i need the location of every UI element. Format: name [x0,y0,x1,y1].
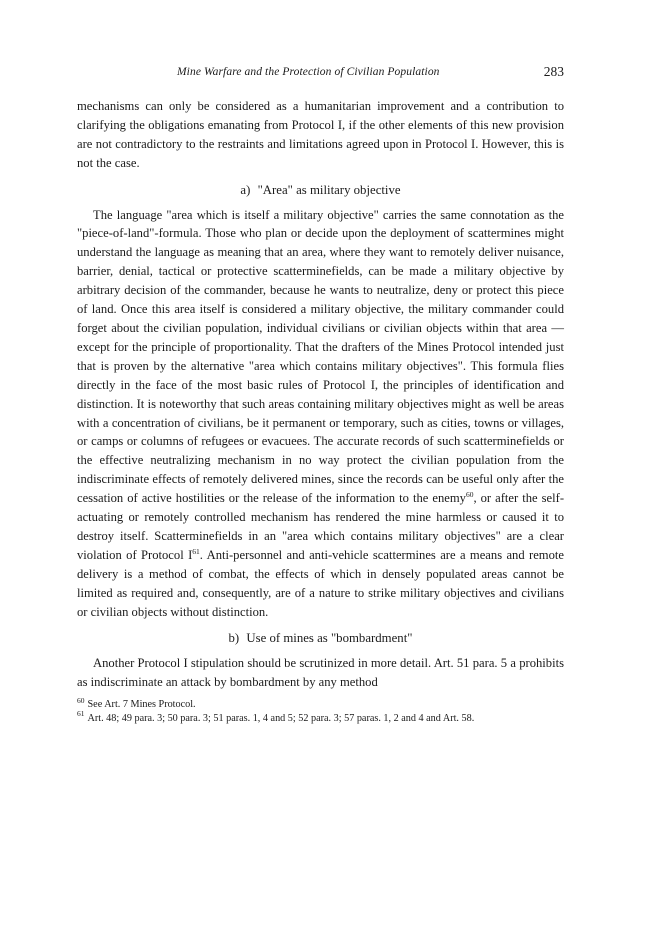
footnote-mark: 61 [77,709,85,719]
footnote-text: Art. 48; 49 para. 3; 50 para. 3; 51 paras. 1, 4 and 5; 52 para. 3; 57 paras. 1, 2 and 4 and Art. 58. [87,712,475,724]
footnote-ref-60[interactable]: 60 [465,489,474,499]
section-a-text-1: The language "area which is itself a military objective" carries the same connotation as the "piece-of-land"-formula. Those who plan or decide upon the deployment of scattermines might understand the language as meaning that an area, where they want to remotely deliver nuisance, barrier, denial, tactical or protective scatterminefields, can be made a military objective by arbitrary decision of the commander, because he wants to neutralize, deny or protect this piece of land. Once this area itself is considered a military objective, the military commander could forget about the civilian population, individual civilians or civilian objects within that area — except for the principle of proportionality. That the drafters of the Mines Protocol intended just that is proven by the alternative "area which contains military objectives". This formula flies directly in the face of the most basic rules of Protocol I, the principles of identification and distinction. It is noteworthy that such areas containing military objectives might as well be areas with a concentration of civilians, be it permanent or temporary, such as cities, towns or villages, or camps or columns of refugees or evacuees. The accurate records of such scatterminefields or the effective neutralizing mechanism in no way protect the civilian population from the indiscriminate effects of remotely delivered mines, since the records can be useful only after the cessation of active hostilities or the release of the information to the enemy [77,207,564,506]
section-a-heading [77,181,564,200]
footnote-61 [77,709,564,725]
section-b-title: Use of mines as "bombardment" [246,631,413,646]
body-text [77,97,564,692]
page-number: 283 [543,64,564,79]
page [77,62,564,725]
footnotes [77,695,564,725]
footnote-text: See Art. 7 Mines Protocol. [87,699,196,711]
footnote-mark: 60 [77,695,85,705]
section-a-paragraph [77,206,564,622]
running-title: Mine Warfare and the Protection of Civilian Population [177,66,440,78]
section-b-label: b) [228,631,240,646]
section-a-label: a) [240,182,251,197]
footnote-60 [77,695,564,711]
section-b-paragraph: Another Protocol I stipulation should be scrutinized in more detail. Art. 51 para. 5 a prohibits as indiscriminate an attack by bombardment by any method [77,656,564,690]
section-a-title: "Area" as military objective [257,182,401,197]
footnote-ref-61[interactable]: 61 [192,546,200,556]
section-b-heading [77,629,564,648]
section-a-text-3: . Anti-personnel and anti-vehicle scattermines are a means and remote delivery is a method of combat, the effects of which in densely populated areas cannot be limited as required and, consequently, are of a nature to strike military objectives and civilians or civilian objects without distinction. [77,547,564,619]
section-a-text-2: , or after the self-actuating or remotely controlled mechanism has rendered the mine harmless or caused it to destroy itself. Scatterminefields in an "area which contains military objectives" are a clear violation of Protocol I [77,491,565,562]
running-head [77,62,564,84]
continuation-paragraph: mechanisms can only be considered as a humanitarian improvement and a contribution to clarifying the obligations emanating from Protocol I, if the other elements of this new provision are not contradictory to the restraints and limitations agreed upon in Protocol I. However, this is not the case. [77,99,564,170]
